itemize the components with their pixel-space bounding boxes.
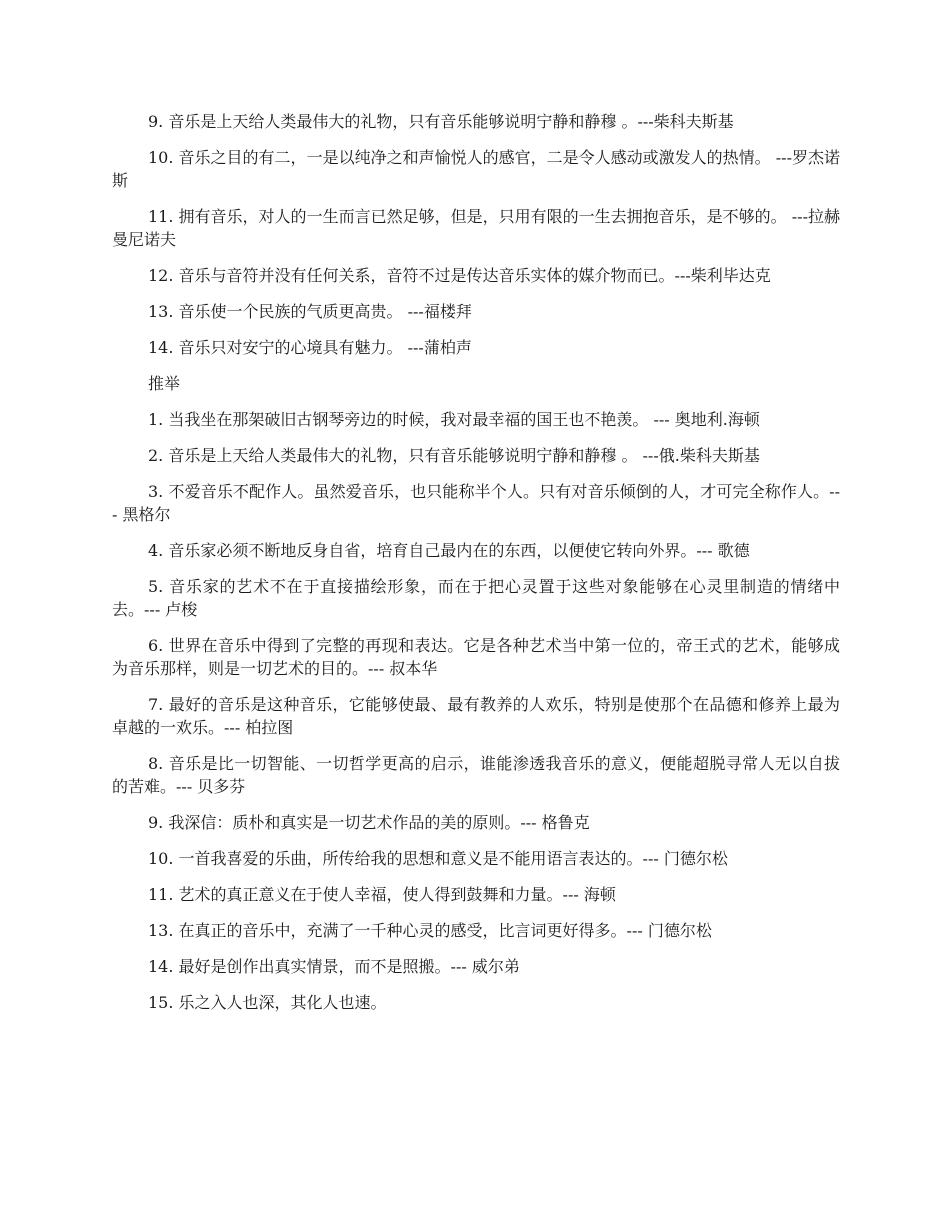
quote-paragraph: 10. 音乐之目的有二，一是以纯净之和声愉悦人的感官，二是令人感动或激发人的热情。 ---罗杰诺斯 [112, 148, 840, 190]
quote-paragraph: 7. 最好的音乐是这种音乐，它能够使最、最有教养的人欢乐，特别是使那个在品德和修养上最为卓越的一欢乐。--- 柏拉图 [112, 695, 840, 737]
quote-paragraph: 13. 音乐使一个民族的气质更高贵。 ---福楼拜 [148, 302, 472, 321]
quote-paragraph: 10. 一首我喜爱的乐曲，所传给我的思想和意义是不能用语言表达的。--- 门德尔松 [148, 849, 728, 868]
quote-paragraph: 11. 艺术的真正意义在于使人幸福，使人得到鼓舞和力量。--- 海顿 [148, 885, 616, 904]
quote-paragraph: 3. 不爱音乐不配作人。虽然爱音乐，也只能称半个人。只有对音乐倾倒的人，才可完全称作人。--- 黑格尔 [112, 482, 840, 524]
quote-paragraph: 6. 世界在音乐中得到了完整的再现和表达。它是各种艺术当中第一位的，帝王式的艺术，能够成为音乐那样，则是一切艺术的目的。--- 叔本华 [112, 636, 840, 678]
quote-paragraph: 2. 音乐是上天给人类最伟大的礼物，只有音乐能够说明宁静和静穆 。 ---俄.柴科夫斯基 [148, 446, 760, 465]
quote-paragraph: 15. 乐之入人也深，其化人也速。 [148, 993, 387, 1012]
quote-paragraph: 9. 音乐是上天给人类最伟大的礼物，只有音乐能够说明宁静和静穆 。---柴科夫斯基 [148, 112, 734, 131]
quote-paragraph: 4. 音乐家必须不断地反身自省，培育自己最内在的东西，以便使它转向外界。--- 歌德 [148, 541, 750, 560]
quote-paragraph: 13. 在真正的音乐中，充满了一千种心灵的感受，比言词更好得多。--- 门德尔松 [148, 921, 712, 940]
section-heading: 推举 [148, 374, 181, 393]
document-body [112, 110, 840, 1027]
quote-paragraph: 1. 当我坐在那架破旧古钢琴旁边的时候，我对最幸福的国王也不艳羡。 --- 奥地利.海顿 [148, 410, 760, 429]
quote-paragraph: 14. 音乐只对安宁的心境具有魅力。 ---蒲柏声 [148, 338, 472, 357]
quote-paragraph: 9. 我深信：质朴和真实是一切艺术作品的美的原则。--- 格鲁克 [148, 813, 590, 832]
quote-paragraph: 11. 拥有音乐，对人的一生而言已然足够，但是，只用有限的一生去拥抱音乐，是不够的。 ---拉赫曼尼诺夫 [112, 207, 840, 249]
quote-paragraph: 5. 音乐家的艺术不在于直接描绘形象，而在于把心灵置于这些对象能够在心灵里制造的情绪中去。--- 卢梭 [112, 577, 840, 619]
quote-paragraph: 12. 音乐与音符并没有任何关系，音符不过是传达音乐实体的媒介物而已。---柴利毕达克 [148, 266, 771, 285]
quote-paragraph: 8. 音乐是比一切智能、一切哲学更高的启示，谁能渗透我音乐的意义，便能超脱寻常人无以自拔的苦难。--- 贝多芬 [112, 754, 840, 796]
quote-paragraph: 14. 最好是创作出真实情景，而不是照搬。--- 威尔弟 [148, 957, 520, 976]
